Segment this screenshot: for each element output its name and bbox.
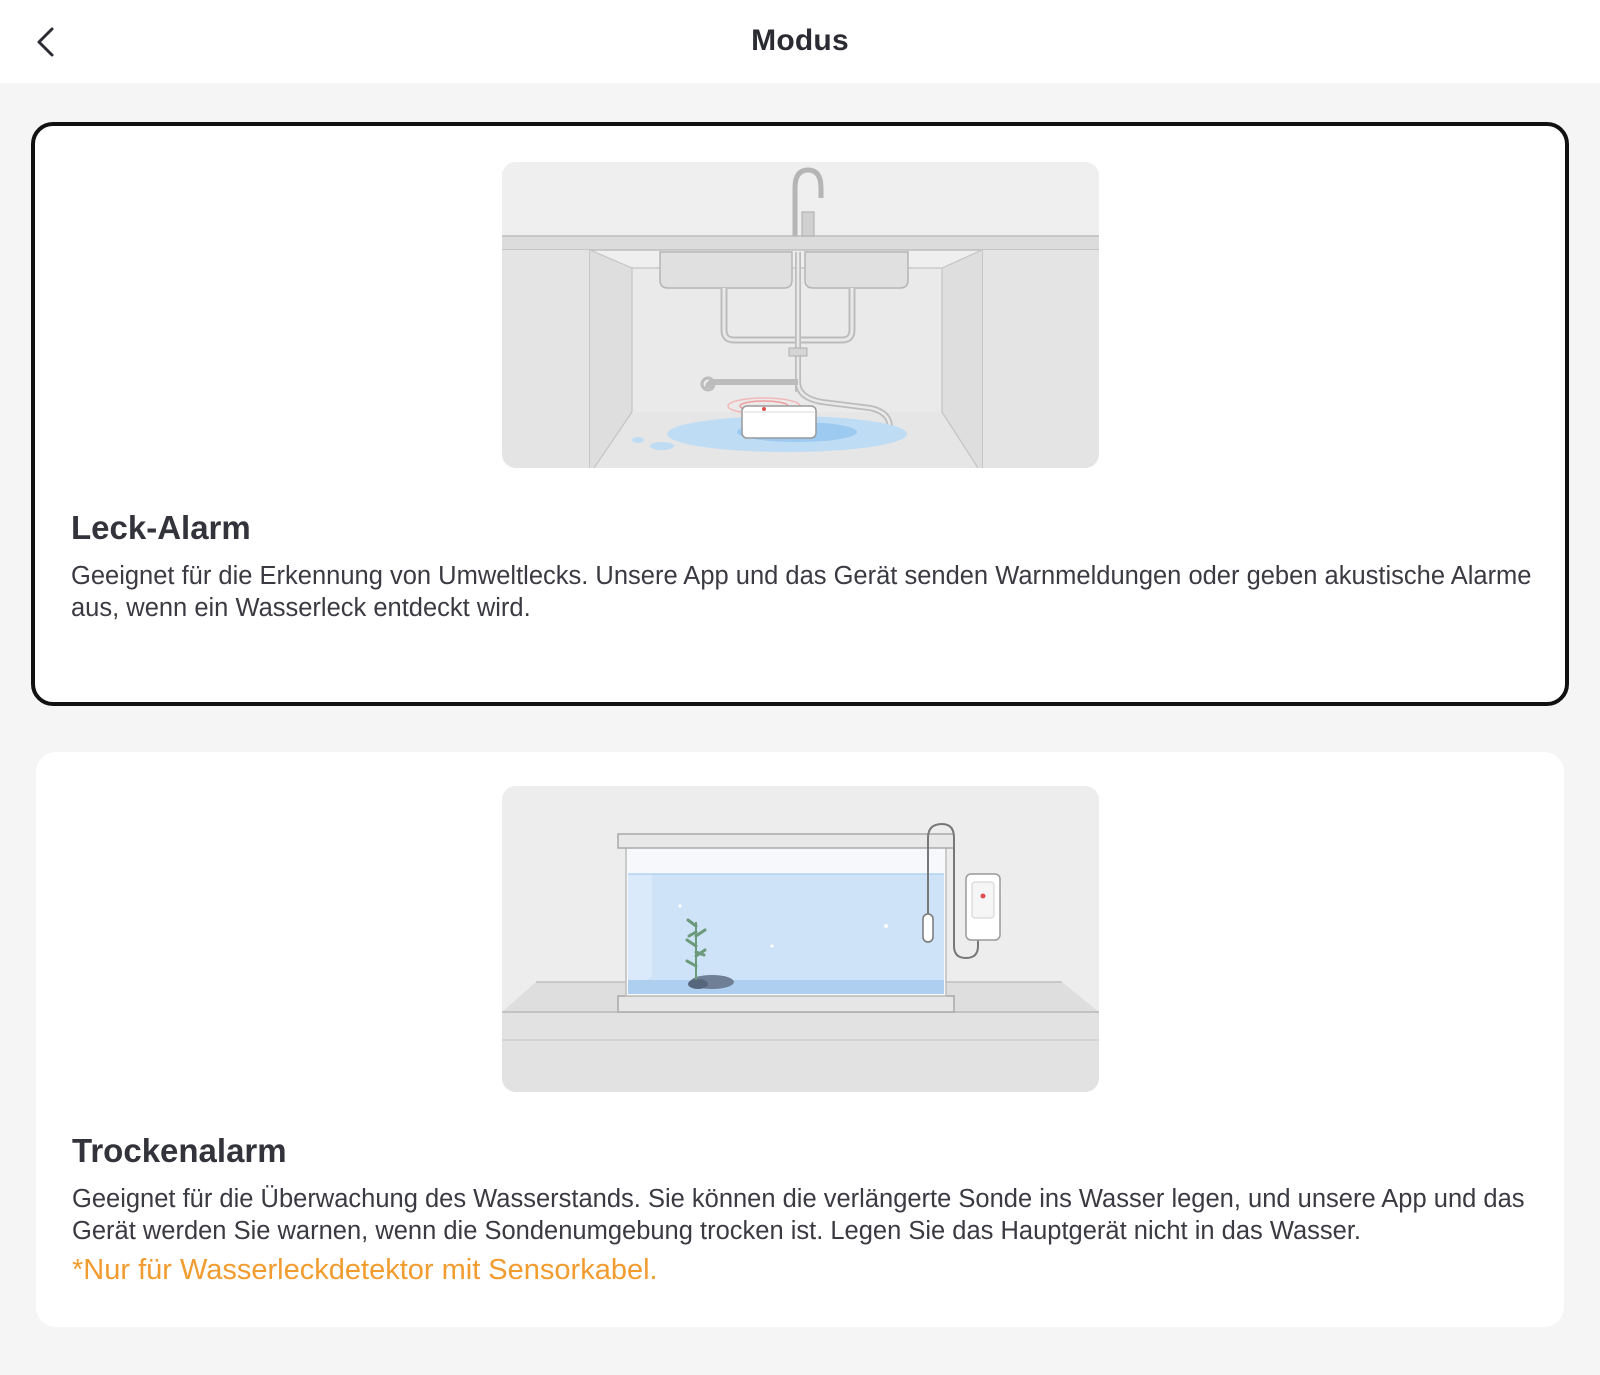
aquarium-illustration [502,786,1099,1092]
mode-description: Geeignet für die Erkennung von Umweltlecks. Unsere App und das Gerät senden Warnmeldungen oder geben akustische Alarme aus, wenn ein Wasserleck entdeckt wird. [71,562,1532,622]
top-bar [0,0,1600,83]
sink-leak-illustration [502,162,1099,468]
mode-note: *Nur für Wasserleckdetektor mit Sensorkabel. [72,1254,658,1286]
mode-card-dry-alarm[interactable] [36,752,1564,1327]
mode-description: Geeignet für die Überwachung des Wasserstands. Sie können die verlängerte Sonde ins Wasser legen, und unsere App und das Gerät werden Sie warnen, wenn die Sondenumgebung trocken ist. Legen Sie das Hauptgerät nicht in das Wasser. [72,1185,1525,1245]
mode-card-leak-alarm[interactable] [31,122,1569,706]
mode-title: Trockenalarm [72,1132,287,1169]
page-title: Modus [751,24,849,57]
mode-title: Leck-Alarm [71,509,251,546]
